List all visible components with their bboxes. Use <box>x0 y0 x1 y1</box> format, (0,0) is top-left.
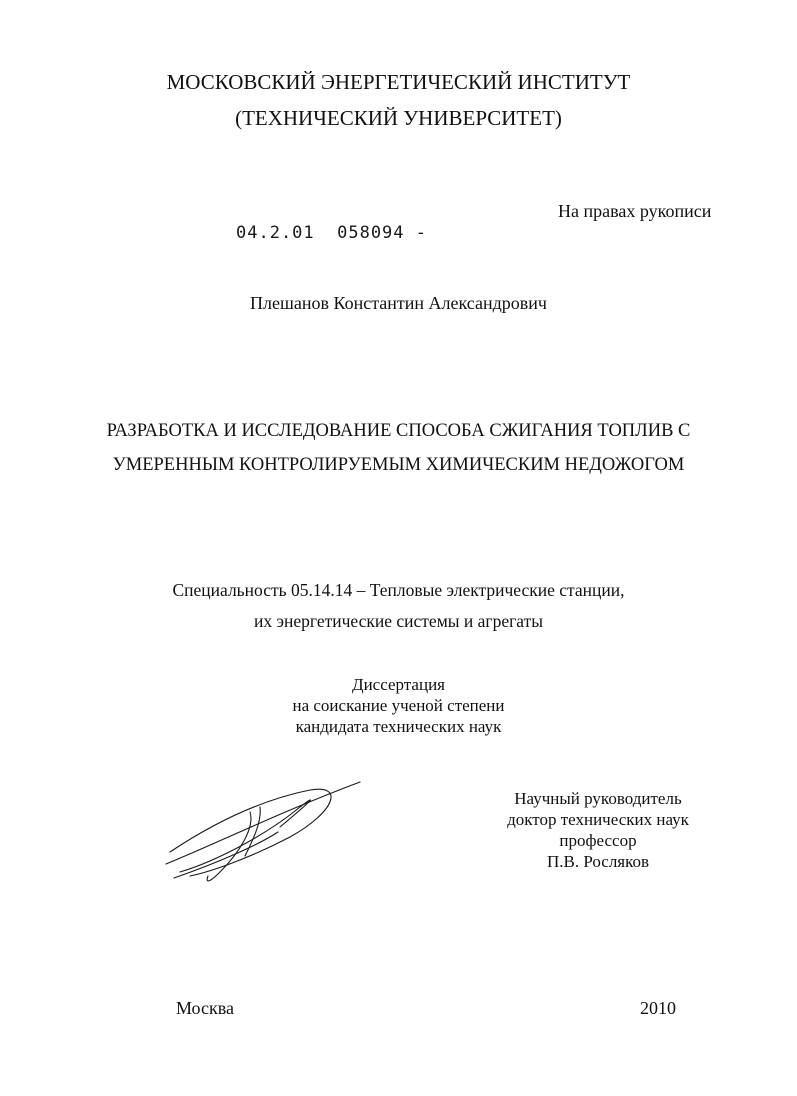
institute-name <box>0 68 797 132</box>
dissertation-title-line2: УМЕРЕННЫМ КОНТРОЛИРУЕМЫМ ХИМИЧЕСКИМ НЕДОЖОГОМ <box>112 455 685 475</box>
supervisor-degree: доктор технических наук <box>507 810 689 829</box>
supervisor-block <box>458 788 738 872</box>
signature-strokes <box>166 782 360 881</box>
institute-name-line2: (ТЕХНИЧЕСКИЙ УНИВЕРСИТЕТ) <box>235 106 562 130</box>
dissertation-title <box>0 414 797 482</box>
speciality-line1: Специальность 05.14.14 – Тепловые электрические станции, <box>172 580 625 600</box>
rights-note: На правах рукописи <box>558 201 712 221</box>
degree-line2: на соискание ученой степени <box>292 696 505 715</box>
stamp-number: 04.2.01 058094 - <box>236 223 427 243</box>
supervisor-name: П.В. Росляков <box>546 852 650 871</box>
dissertation-title-line1: РАЗРАБОТКА И ИССЛЕДОВАНИЕ СПОСОБА СЖИГАНИЯ ТОПЛИВ С <box>106 421 691 441</box>
speciality-line2: их энергетические системы и агрегаты <box>253 611 543 631</box>
footer-year: 2010 <box>640 998 676 1018</box>
degree-line3: кандидата технических наук <box>295 717 502 736</box>
supervisor-role: Научный руководитель <box>514 789 682 808</box>
supervisor-rank: профессор <box>559 831 637 850</box>
degree-statement <box>0 674 797 737</box>
signature-image <box>160 772 370 892</box>
footer-city: Москва <box>176 998 234 1018</box>
speciality <box>0 575 797 637</box>
author-name: Плешанов Константин Александрович <box>250 293 547 313</box>
institute-name-line1: МОСКОВСКИЙ ЭНЕРГЕТИЧЕСКИЙ ИНСТИТУТ <box>166 70 631 94</box>
degree-line1: Диссертация <box>351 675 445 694</box>
